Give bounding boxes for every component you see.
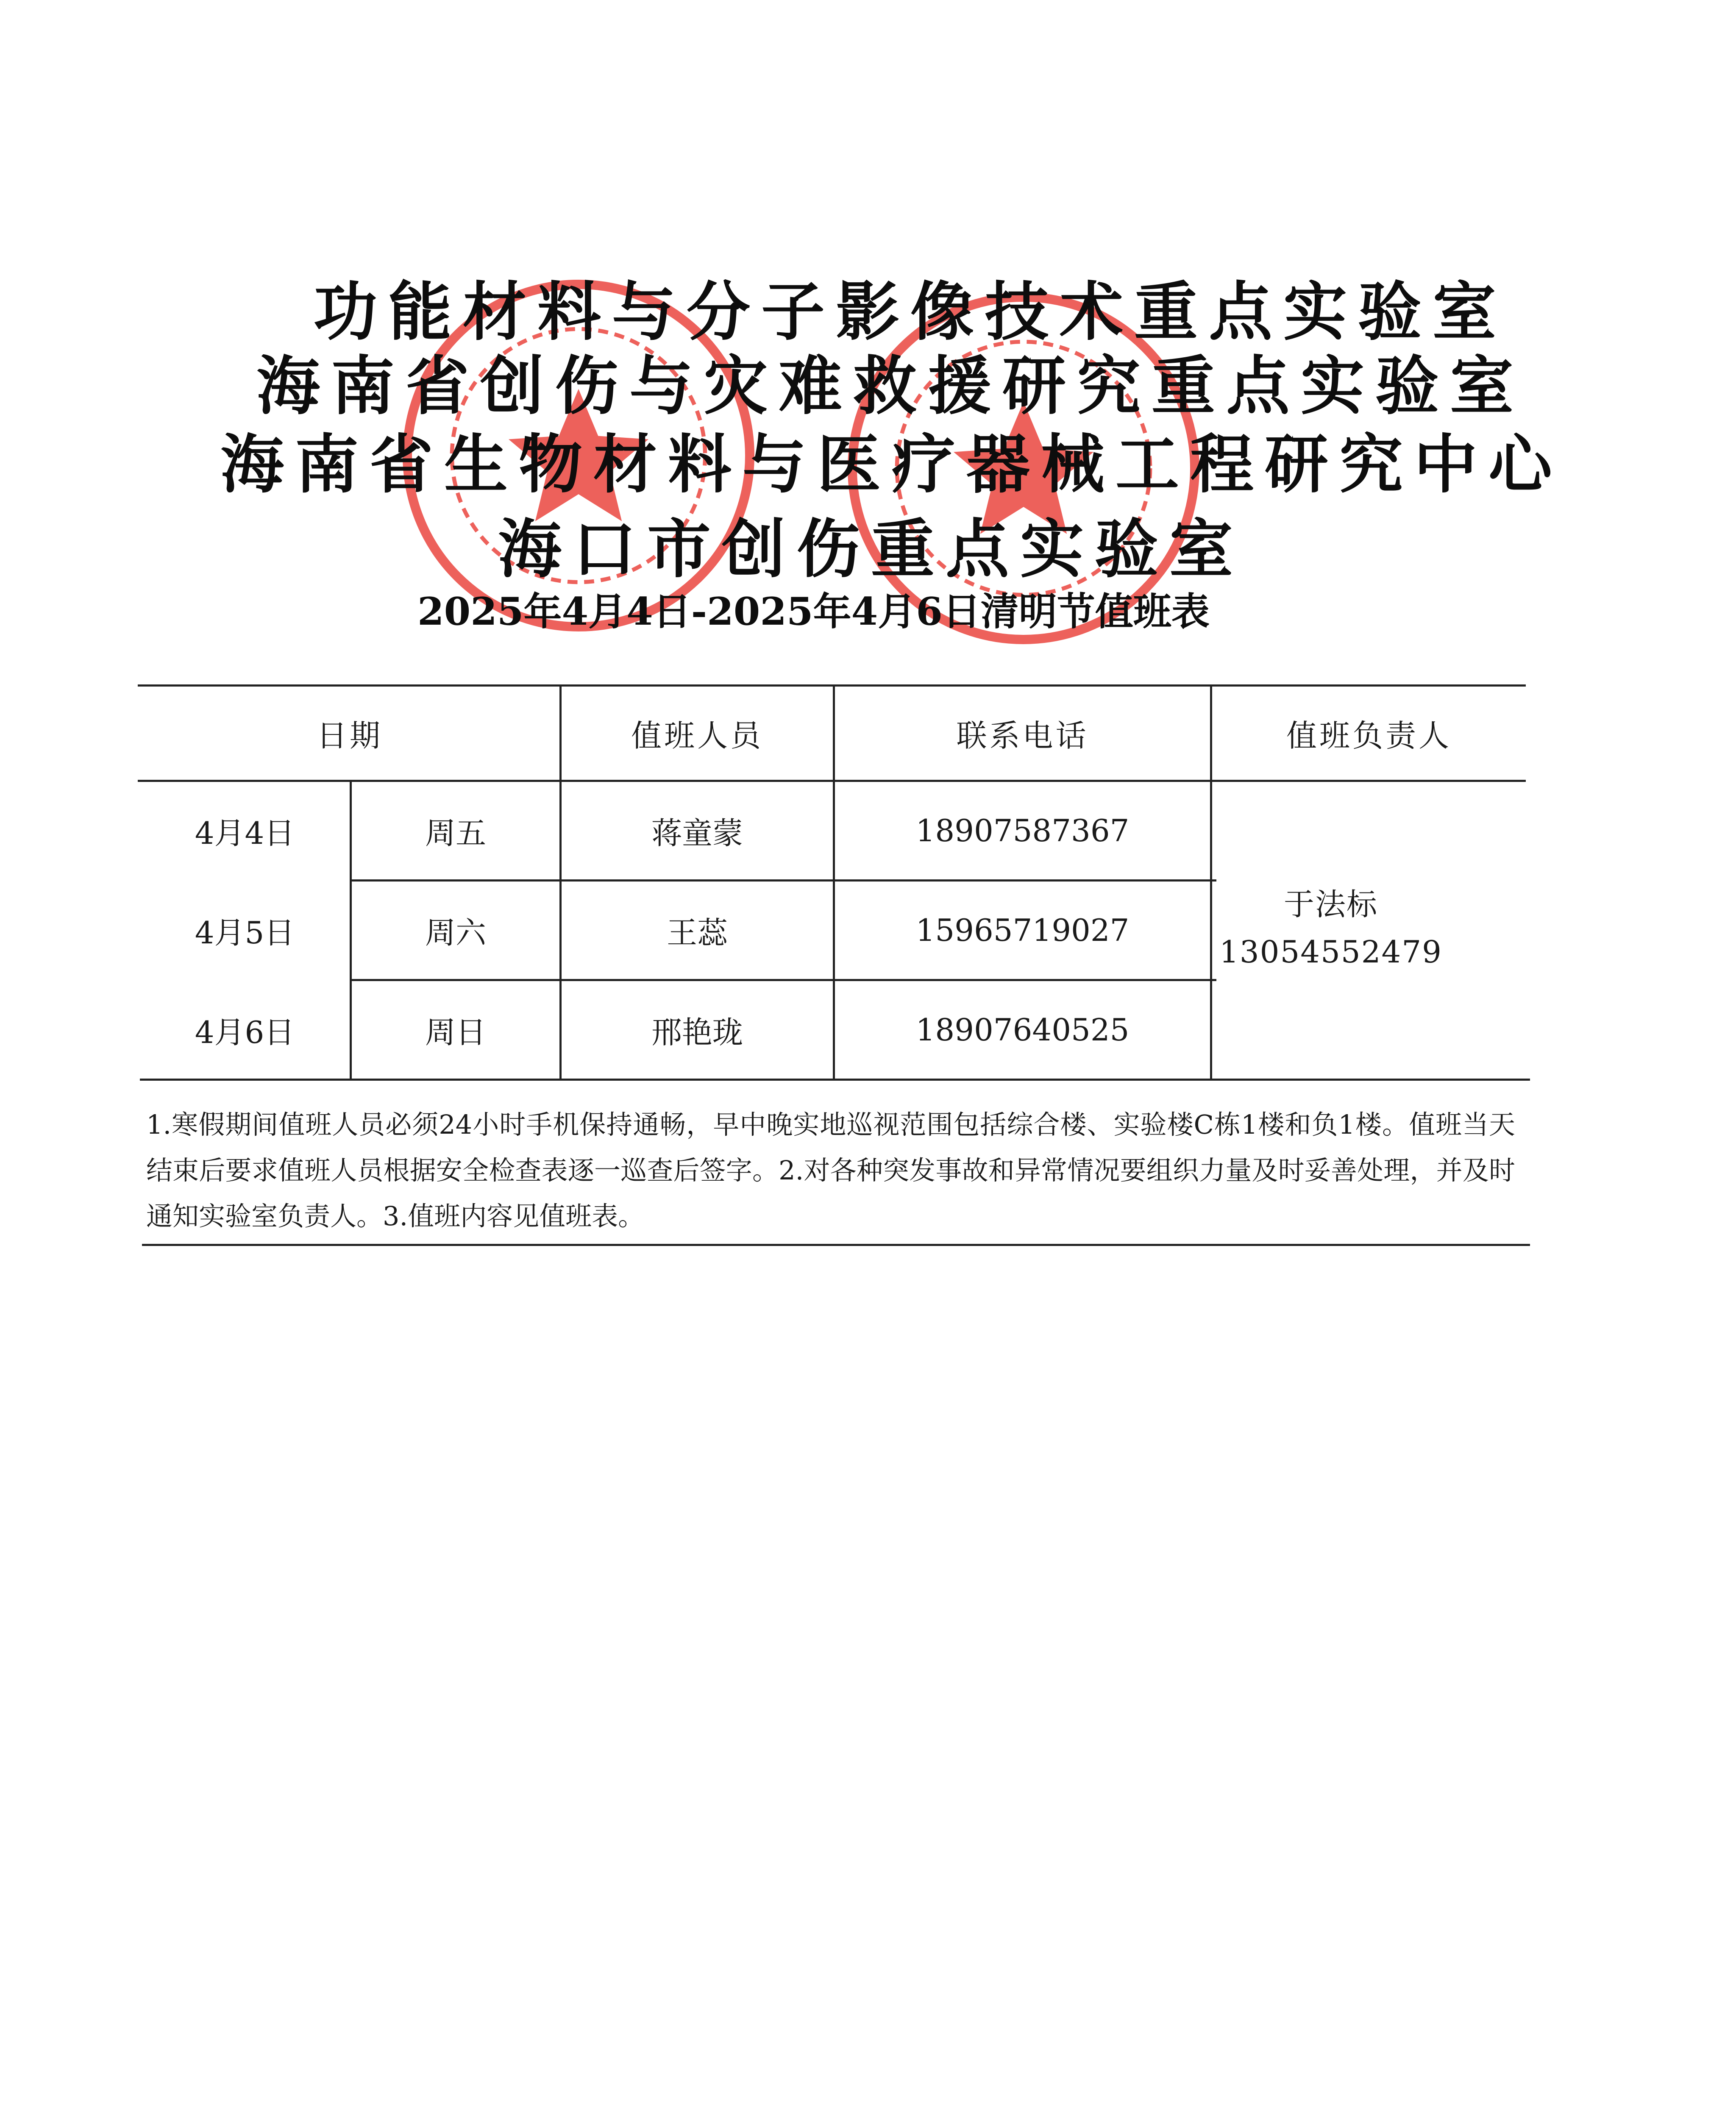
row-weekday: 周日 (425, 1015, 486, 1050)
table-bottom-rule (140, 1079, 1530, 1081)
leader-cell (1216, 865, 1445, 992)
header-leader: 值班负责人 (1286, 718, 1452, 754)
row-staff: 王蕊 (666, 915, 728, 951)
header-phone: 联系电话 (956, 718, 1089, 754)
row-phone: 15965719027 (915, 912, 1130, 948)
row-staff: 蒋童蒙 (651, 815, 743, 851)
row-weekday: 周五 (425, 815, 486, 851)
header-date: 日期 (316, 718, 383, 754)
title-line-3: 海南省生物材料与医疗器械工程研究中心 (220, 428, 1564, 502)
duty-notes: 1.寒假期间值班人员必须24小时手机保持通畅，早中晚实地巡视范围包括综合楼、实验楼C栋1楼和负1楼。值班当天结束后要求值班人员根据安全检查表逐一巡查后签字。2.对各种突发事故和异常情况要组织力量及时妥善处理，并及时通知实验室负责人。3.值班内容见值班表。 (146, 1109, 1515, 1232)
row-phone: 18907640525 (915, 1012, 1130, 1048)
row-weekday: 周六 (425, 915, 486, 951)
title-line-4: 海口市创伤重点实验室 (498, 513, 1244, 587)
header-staff: 值班人员 (631, 718, 763, 754)
title-line-2: 海南省创伤与灾难救援研究重点实验室 (256, 350, 1525, 423)
leader-name: 于法标 (1283, 887, 1378, 922)
row-date: 4月6日 (195, 1015, 295, 1050)
leader-phone: 13054552479 (1219, 934, 1442, 970)
schedule-subtitle: 2025年4月4日-2025年4月6日清明节值班表 (417, 589, 1210, 634)
row-staff: 邢艳珑 (651, 1015, 743, 1050)
title-line-1: 功能材料与分子影像技术重点实验室 (314, 275, 1508, 349)
row-date: 4月4日 (195, 815, 295, 851)
row-phone: 18907587367 (915, 813, 1130, 848)
notes-bottom-rule (142, 1244, 1530, 1246)
row-date: 4月5日 (195, 915, 295, 951)
